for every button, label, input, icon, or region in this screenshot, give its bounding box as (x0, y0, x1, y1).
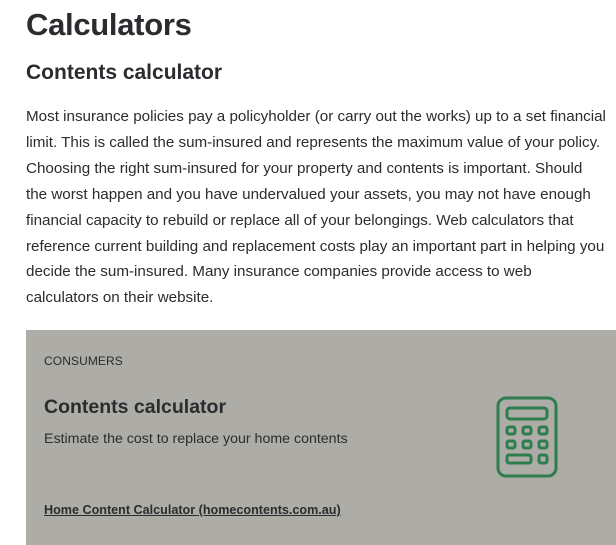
home-content-calculator-link[interactable]: Home Content Calculator (homecontents.com.au) (44, 503, 341, 517)
paragraph-line: calculators on their website. (26, 289, 214, 307)
paragraph-line: Choosing the right sum-insured for your property and contents is important. Should (26, 159, 583, 177)
calculator-icon (496, 396, 558, 478)
card-category-tag: CONSUMERS (44, 354, 123, 368)
paragraph-line: the worst happen and you have undervalued your assets, you may not have enough (26, 185, 591, 203)
calculator-card (26, 330, 616, 545)
section-title: Contents calculator (26, 61, 223, 84)
paragraph-line: financial capacity to rebuild or replace all of your belongings. Web calculators that (26, 211, 574, 229)
page-title: Calculators (26, 7, 192, 42)
card-title: Contents calculator (44, 396, 227, 418)
intro-paragraph (26, 104, 616, 311)
paragraph-line: decide the sum-insured. Many insurance companies provide access to web (26, 263, 532, 281)
paragraph-line: limit. This is called the sum-insured and represents the maximum value of your policy. (26, 133, 601, 151)
paragraph-line: Most insurance policies pay a policyholder (or carry out the works) up to a set financial (26, 108, 606, 125)
paragraph-line: reference current building and replacement costs play an important part in helping you (26, 237, 605, 255)
card-description: Estimate the cost to replace your home contents (44, 431, 348, 447)
